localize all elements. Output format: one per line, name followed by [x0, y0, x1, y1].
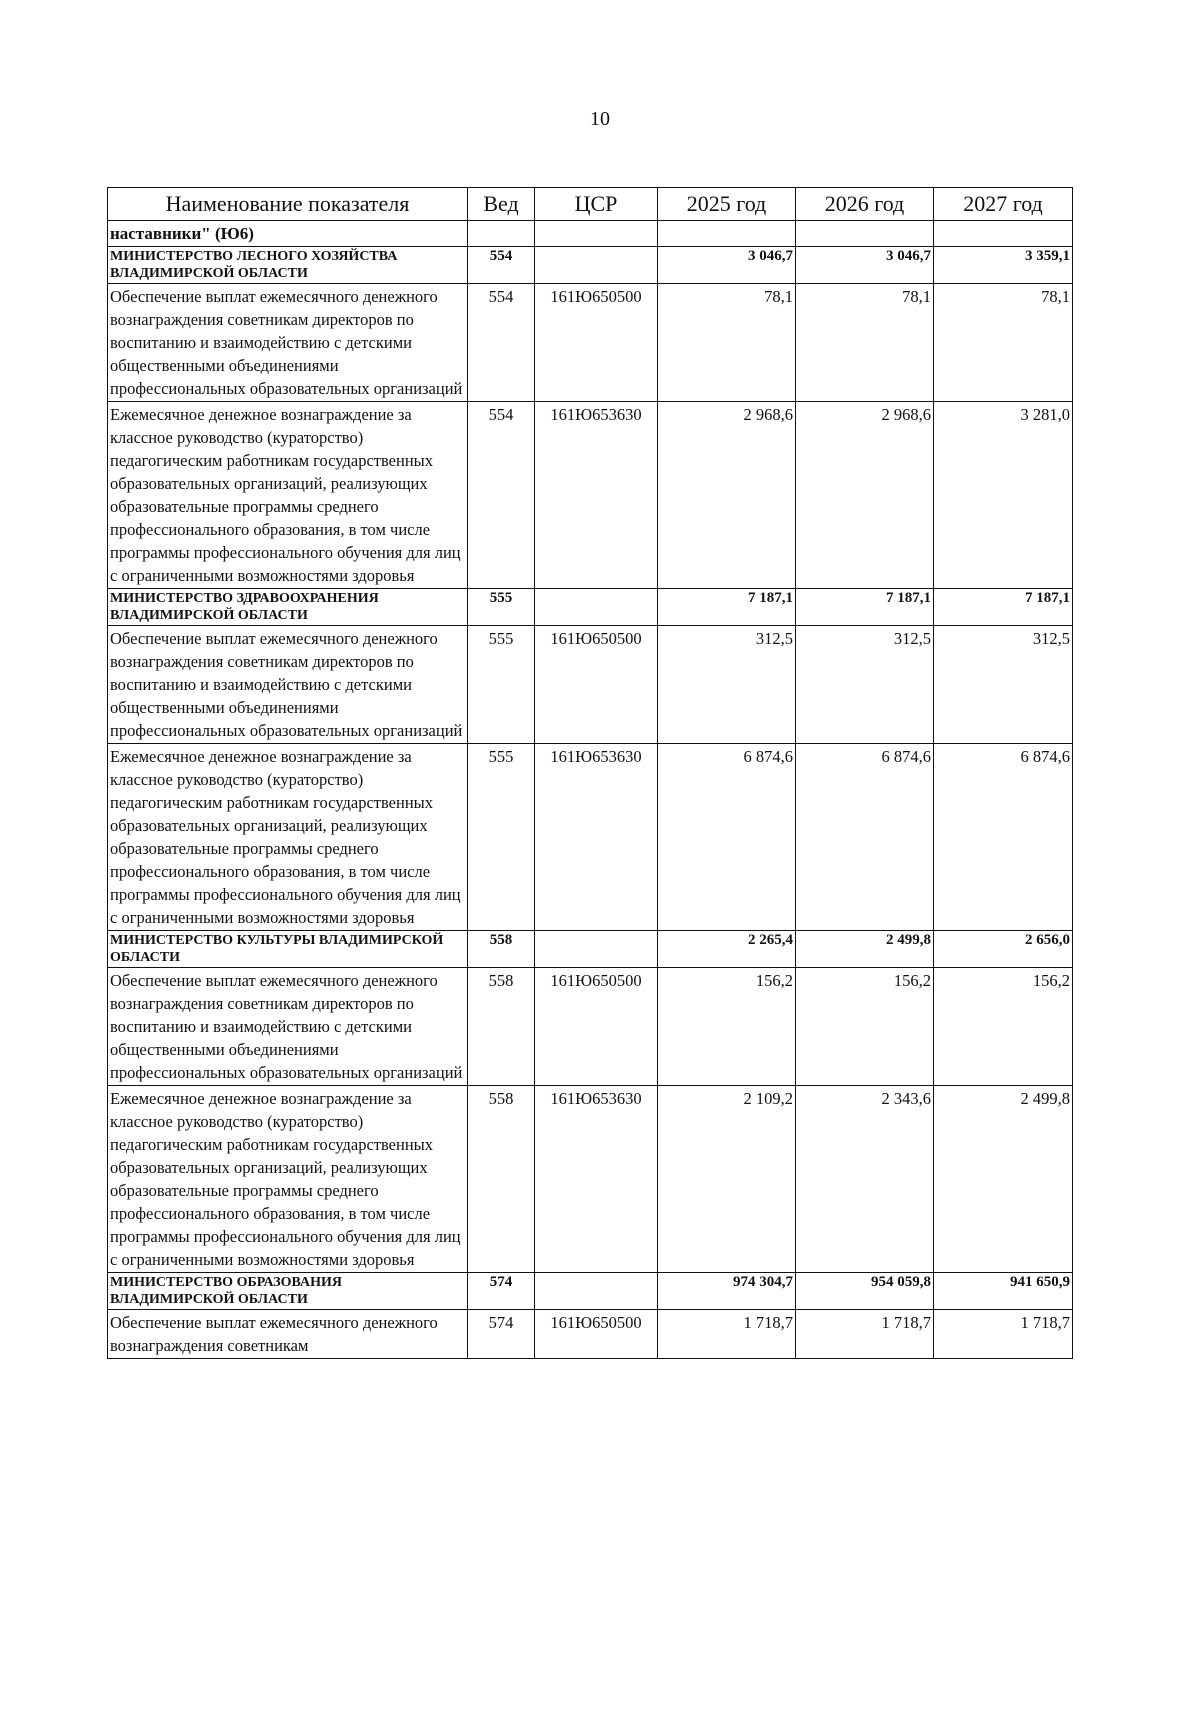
table-row — [108, 284, 1073, 402]
cell-name: Обеспечение выплат ежемесячного денежного вознаграждения советникам — [108, 1310, 468, 1359]
cell-2025: 2 265,4 — [658, 931, 796, 968]
cell-2027: 3 281,0 — [934, 402, 1073, 589]
cell-2026: 312,5 — [796, 626, 934, 744]
cell-2026: 6 874,6 — [796, 744, 934, 931]
header-2026: 2026 год — [796, 188, 934, 221]
cell-ved: 558 — [468, 1086, 535, 1273]
cell-2026: 2 499,8 — [796, 931, 934, 968]
cell-csr — [535, 589, 658, 626]
cell-2027: 3 359,1 — [934, 247, 1073, 284]
cell-ved: 555 — [468, 589, 535, 626]
cell-name: МИНИСТЕРСТВО ОБРАЗОВАНИЯ ВЛАДИМИРСКОЙ ОБЛАСТИ — [108, 1273, 468, 1310]
cell-2025: 2 109,2 — [658, 1086, 796, 1273]
cell-2027: 78,1 — [934, 284, 1073, 402]
cell-csr: 161Ю653630 — [535, 402, 658, 589]
header-row — [108, 188, 1073, 221]
cell-2027: 6 874,6 — [934, 744, 1073, 931]
header-2025: 2025 год — [658, 188, 796, 221]
cell-2025: 6 874,6 — [658, 744, 796, 931]
cell-2027: 7 187,1 — [934, 589, 1073, 626]
cell-2025: 156,2 — [658, 968, 796, 1086]
cell-name: Ежемесячное денежное вознаграждение за классное руководство (кураторство) педагогическим работникам государственных образовательных организаций, реализующих образовательные программы среднего профессионального образования, в том числе программы профессионального обучения для лиц с ограниченными возможностями здоровья — [108, 402, 468, 589]
table-row — [108, 744, 1073, 931]
cell-name: Ежемесячное денежное вознаграждение за классное руководство (кураторство) педагогическим работникам государственных образовательных организаций, реализующих образовательные программы среднего профессионального образования, в том числе программы профессионального обучения для лиц с ограниченными возможностями здоровья — [108, 744, 468, 931]
cell-name: Обеспечение выплат ежемесячного денежного вознаграждения советникам директоров по воспитанию и взаимодействию с детскими общественными объединениями профессиональных образовательных организаций — [108, 968, 468, 1086]
budget-table — [107, 187, 1073, 1359]
header-ved: Вед — [468, 188, 535, 221]
table-row — [108, 1086, 1073, 1273]
cell-csr — [535, 247, 658, 284]
cell-2027: 941 650,9 — [934, 1273, 1073, 1310]
cell-ved: 574 — [468, 1310, 535, 1359]
cell-2026: 954 059,8 — [796, 1273, 934, 1310]
cell-2026: 2 343,6 — [796, 1086, 934, 1273]
cell-2025: 7 187,1 — [658, 589, 796, 626]
cell-csr: 161Ю650500 — [535, 968, 658, 1086]
cell-2027: 156,2 — [934, 968, 1073, 1086]
header-2027: 2027 год — [934, 188, 1073, 221]
ministry-row — [108, 931, 1073, 968]
table-row — [108, 1310, 1073, 1359]
cell-name: МИНИСТЕРСТВО ЛЕСНОГО ХОЗЯЙСТВА ВЛАДИМИРСКОЙ ОБЛАСТИ — [108, 247, 468, 284]
cell-2026: 3 046,7 — [796, 247, 934, 284]
cell-ved: 554 — [468, 402, 535, 589]
header-csr: ЦСР — [535, 188, 658, 221]
cell-2027: 2 499,8 — [934, 1086, 1073, 1273]
cell-csr: 161Ю650500 — [535, 284, 658, 402]
cell-name: Обеспечение выплат ежемесячного денежного вознаграждения советникам директоров по воспитанию и взаимодействию с детскими общественными объединениями профессиональных образовательных организаций — [108, 284, 468, 402]
cell-name: МИНИСТЕРСТВО КУЛЬТУРЫ ВЛАДИМИРСКОЙ ОБЛАСТИ — [108, 931, 468, 968]
cell-csr: 161Ю650500 — [535, 1310, 658, 1359]
table-body — [108, 247, 1073, 1359]
table-row — [108, 402, 1073, 589]
page-number: 10 — [590, 108, 610, 130]
cell-ved: 554 — [468, 284, 535, 402]
cell-ved: 558 — [468, 931, 535, 968]
cell-csr: 161Ю650500 — [535, 626, 658, 744]
cell-2025: 78,1 — [658, 284, 796, 402]
cell-csr — [535, 1273, 658, 1310]
ministry-row — [108, 589, 1073, 626]
cell-2025: 3 046,7 — [658, 247, 796, 284]
cell-2025: 2 968,6 — [658, 402, 796, 589]
cell-ved: 555 — [468, 744, 535, 931]
cell-csr: 161Ю653630 — [535, 1086, 658, 1273]
cell-csr — [535, 931, 658, 968]
cell-2027: 312,5 — [934, 626, 1073, 744]
cell-name: Ежемесячное денежное вознаграждение за классное руководство (кураторство) педагогическим работникам государственных образовательных организаций, реализующих образовательные программы среднего профессионального образования, в том числе программы профессионального обучения для лиц с ограниченными возможностями здоровья — [108, 1086, 468, 1273]
cell-2025: 1 718,7 — [658, 1310, 796, 1359]
table-row — [108, 626, 1073, 744]
continuation-text: наставники" (Ю6) — [108, 221, 468, 247]
cell-ved: 554 — [468, 247, 535, 284]
continuation-row — [108, 221, 1073, 247]
ministry-row — [108, 247, 1073, 284]
header-name: Наименование показателя — [108, 188, 468, 221]
cell-csr: 161Ю653630 — [535, 744, 658, 931]
table-row — [108, 968, 1073, 1086]
cell-2027: 1 718,7 — [934, 1310, 1073, 1359]
cell-2026: 2 968,6 — [796, 402, 934, 589]
cell-name: Обеспечение выплат ежемесячного денежного вознаграждения советникам директоров по воспитанию и взаимодействию с детскими общественными объединениями профессиональных образовательных организаций — [108, 626, 468, 744]
cell-2027: 2 656,0 — [934, 931, 1073, 968]
cell-2026: 1 718,7 — [796, 1310, 934, 1359]
cell-2026: 78,1 — [796, 284, 934, 402]
cell-ved: 558 — [468, 968, 535, 1086]
cell-name: МИНИСТЕРСТВО ЗДРАВООХРАНЕНИЯ ВЛАДИМИРСКОЙ ОБЛАСТИ — [108, 589, 468, 626]
cell-2025: 312,5 — [658, 626, 796, 744]
ministry-row — [108, 1273, 1073, 1310]
cell-2025: 974 304,7 — [658, 1273, 796, 1310]
cell-2026: 156,2 — [796, 968, 934, 1086]
cell-ved: 574 — [468, 1273, 535, 1310]
cell-ved: 555 — [468, 626, 535, 744]
cell-2026: 7 187,1 — [796, 589, 934, 626]
